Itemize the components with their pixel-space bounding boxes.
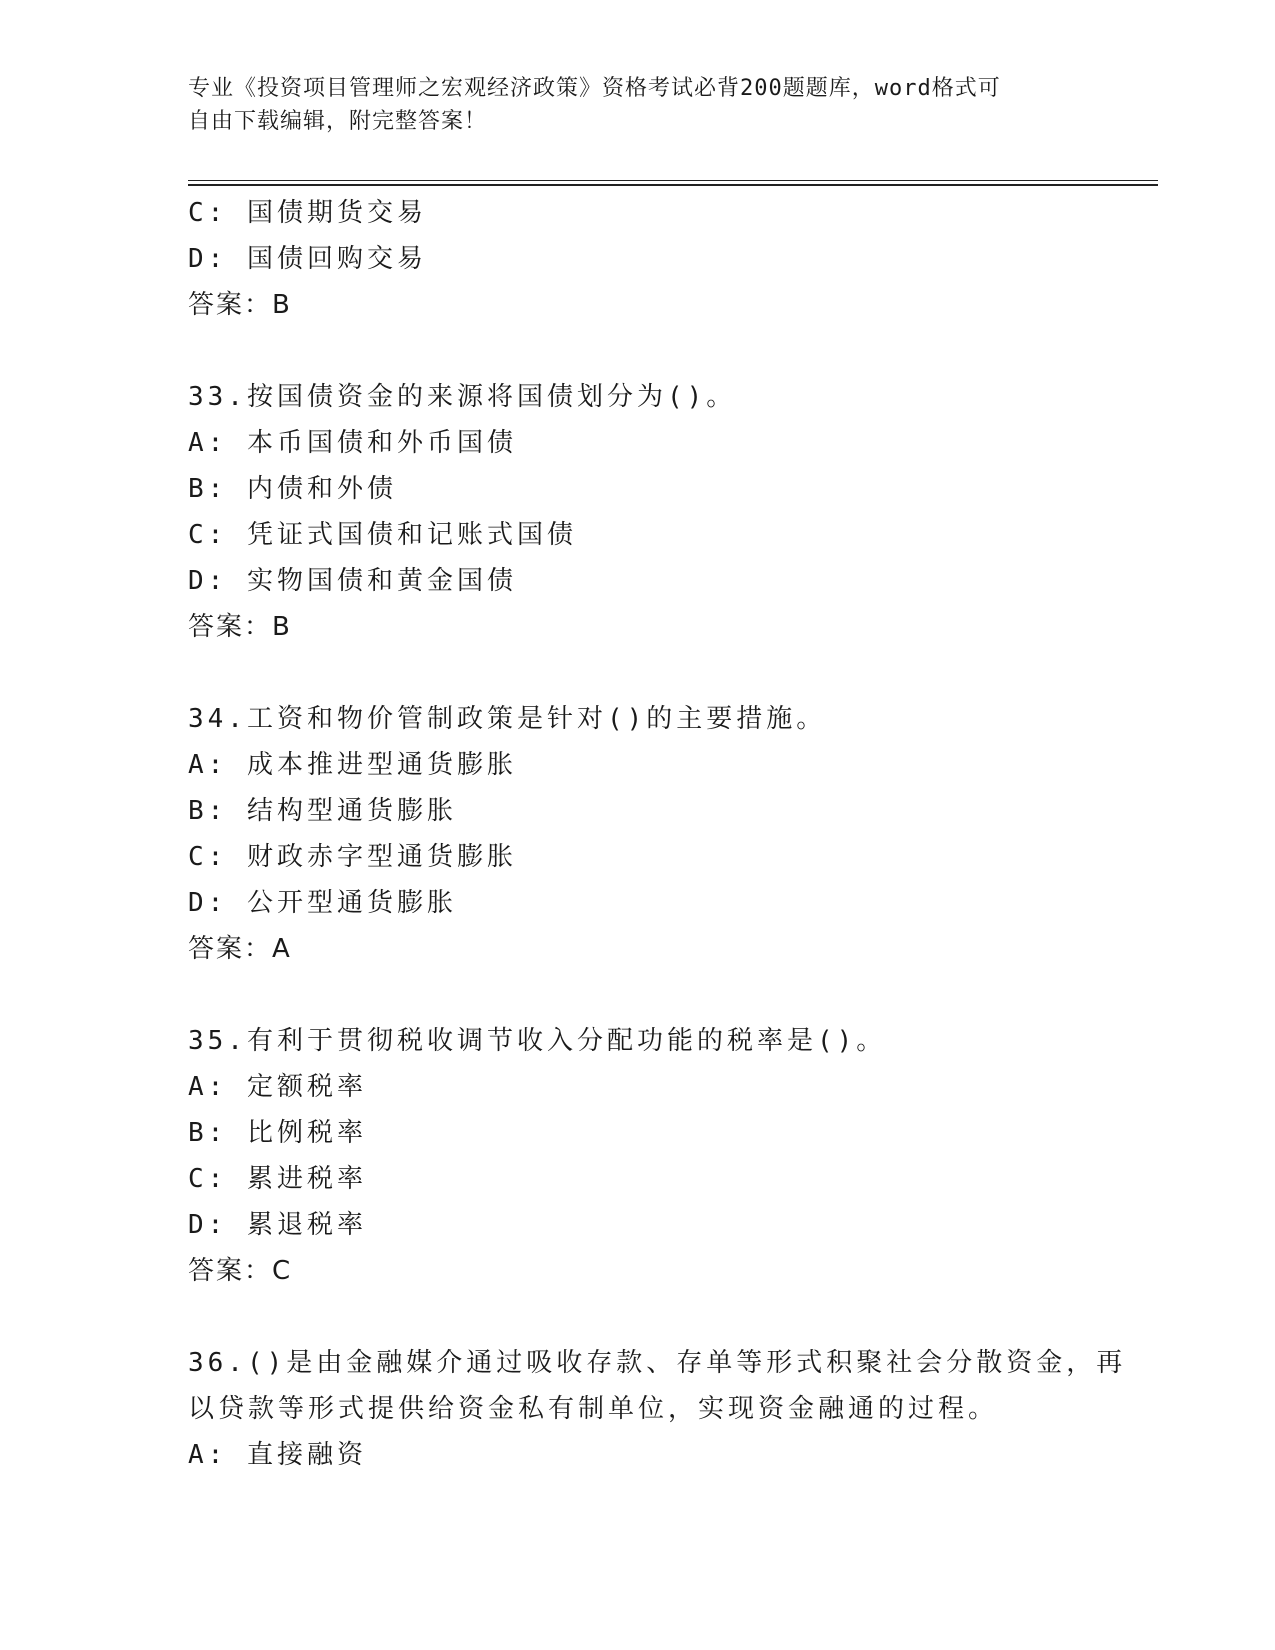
option-d: D: 国债回购交易 [188, 244, 427, 274]
question-34 [188, 696, 1088, 972]
option-a: A: 直接融资 [188, 1440, 367, 1470]
question-list [188, 190, 1127, 1478]
spacer [188, 650, 1088, 696]
option-a: A: 成本推进型通货膨胀 [188, 750, 517, 780]
answer-line: 答案：C [188, 1256, 293, 1286]
header-rule-thin [188, 180, 1158, 181]
question-33 [188, 374, 1088, 650]
answer-line: 答案：A [188, 934, 292, 964]
option-c: C: 财政赤字型通货膨胀 [188, 842, 517, 872]
spacer [188, 1294, 1088, 1340]
header-line-2: 自由下载编辑，附完整答案！ [188, 109, 488, 134]
question-stem: 33.按国债资金的来源将国债划分为()。 [188, 382, 737, 412]
question-stem-line-2: 以贷款等形式提供给资金私有制单位，实现资金融通的过程。 [188, 1394, 999, 1424]
spacer [188, 972, 1088, 1018]
previous-question-tail [188, 190, 1088, 328]
option-a: A: 定额税率 [188, 1072, 367, 1102]
question-35 [188, 1018, 1088, 1294]
option-b: B: 内债和外债 [188, 474, 397, 504]
option-d: D: 实物国债和黄金国债 [188, 566, 517, 596]
header-rule-thick [188, 184, 1158, 186]
header-line-1: 专业《投资项目管理师之宏观经济政策》资格考试必背200题题库，word格式可 [188, 76, 1001, 101]
option-b: B: 比例税率 [188, 1118, 367, 1148]
question-stem-line-1: 36.()是由金融媒介通过吸收存款、存单等形式积聚社会分散资金，再 [188, 1348, 1127, 1378]
option-b: B: 结构型通货膨胀 [188, 796, 457, 826]
spacer [188, 328, 1088, 374]
option-c: C: 国债期货交易 [188, 198, 427, 228]
question-stem: 35.有利于贯彻税收调节收入分配功能的税率是()。 [188, 1026, 887, 1056]
answer-line: 答案：B [188, 612, 292, 642]
answer-line: 答案：B [188, 290, 292, 320]
option-c: C: 累进税率 [188, 1164, 367, 1194]
option-a: A: 本币国债和外币国债 [188, 428, 517, 458]
question-36 [188, 1340, 1127, 1478]
question-stem: 34.工资和物价管制政策是针对()的主要措施。 [188, 704, 827, 734]
option-c: C: 凭证式国债和记账式国债 [188, 520, 577, 550]
option-d: D: 公开型通货膨胀 [188, 888, 457, 918]
option-d: D: 累退税率 [188, 1210, 367, 1240]
document-header [188, 72, 1088, 138]
